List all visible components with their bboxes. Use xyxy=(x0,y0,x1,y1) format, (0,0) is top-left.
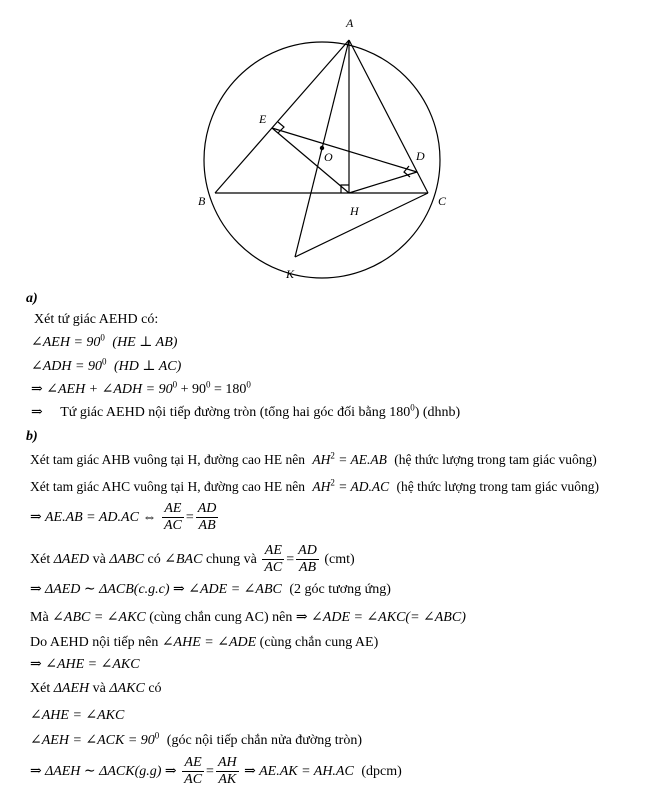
part-a-line-5: ⇒ Tứ giác AEHD nội tiếp đường tròn (tổng hai góc đối bằng $180^0$) (dhnb) xyxy=(31,402,461,420)
label-A: A xyxy=(346,16,354,30)
label-H: H xyxy=(350,204,359,218)
fraction-AE-AC: $\frac{AE}{AC}$ xyxy=(264,543,283,576)
part-b-line-4: Xét ΔAED và ΔABC có ∠BAC chung và $\frac{AE}{AC}$ = $\frac{AD}{AB}$ (cmt) xyxy=(30,543,355,576)
circumcircle xyxy=(204,42,440,278)
label-E: E xyxy=(259,112,267,126)
label-B: B xyxy=(198,194,206,208)
fraction-AE-AC: $\frac{AE}{AC}$ xyxy=(184,755,203,788)
fraction-AH-AK: $\frac{AH}{AK}$ xyxy=(217,755,237,788)
part-a-heading: a) xyxy=(26,291,38,306)
segment-EH xyxy=(272,128,349,193)
part-a-line-1: Xét tứ giác AEHD có: xyxy=(34,312,159,327)
segment-AB xyxy=(215,40,349,193)
part-b-line-8: ⇒ ∠AHE = ∠AKC xyxy=(30,657,140,672)
part-b-heading: b) xyxy=(26,429,38,444)
part-b-line-1: Xét tam giác AHB vuông tại H, đường cao HE nên $AH^2 = AE.AB$ (hệ thức lượng trong tam giác vuông) xyxy=(30,450,597,467)
label-O: O xyxy=(324,150,333,164)
part-b-line-9: Xét ΔAEH và ΔAKC có xyxy=(30,681,162,696)
part-b-line-5: ⇒ ΔAED ∼ ΔACB(c.g.c) ⇒ ∠ADE = ∠ABC (2 góc tương ứng) xyxy=(30,582,391,597)
segment-HD xyxy=(349,172,417,193)
part-a-line-2: ∠AEH = $90^0$ (HE ⊥ AB) xyxy=(31,332,178,350)
part-a-line-3: ∠ADH = $90^0$ (HD ⊥ AC) xyxy=(31,356,182,374)
fraction-AD-AB: $\frac{AD}{AB}$ xyxy=(298,543,317,576)
part-b-line-7: Do AEHD nội tiếp nên ∠AHE = ∠ADE (cùng chắn cung AE) xyxy=(30,635,379,650)
part-b-line-3: ⇒ AE.AB = AD.AC ⇔ $\frac{AE}{AC}$ = $\frac{AD}{AB}$ xyxy=(30,501,217,534)
geometry-figure xyxy=(0,0,650,300)
fraction-AD-AB: $\frac{AD}{AB}$ xyxy=(197,501,217,534)
label-C: C xyxy=(438,194,447,208)
part-b-line-12: ⇒ ΔAEH ∼ ΔACK(g.g) ⇒ $\frac{AE}{AC}$ = $\frac{AH}{AK}$ ⇒ AE.AK = AH.AC (dpcm) xyxy=(30,755,402,788)
part-b-line-10: ∠AHE = ∠AKC xyxy=(30,708,125,723)
fraction-AE-AC: $\frac{AE}{AC}$ xyxy=(163,501,182,534)
part-b-line-6: Mà ∠ABC = ∠AKC (cùng chắn cung AC) nên ⇒ ∠ADE = ∠AKC(= ∠ABC) xyxy=(30,610,466,625)
label-D: D xyxy=(416,149,425,163)
part-a-line-4: ⇒ ∠AEH + ∠ADH = $90^0 + 90^0 = 180^0$ xyxy=(31,379,251,397)
segment-KC xyxy=(295,193,428,257)
segment-ED xyxy=(272,128,417,172)
label-K: K xyxy=(286,267,295,281)
part-b-line-2: Xét tam giác AHC vuông tại H, đường cao HE nên $AH^2 = AD.AC$ (hệ thức lượng trong tam giác vuông) xyxy=(30,477,600,494)
part-b-line-11: ∠AEH = ∠ACK = $90^0$ (góc nội tiếp chắn nửa đường tròn) xyxy=(30,730,362,748)
